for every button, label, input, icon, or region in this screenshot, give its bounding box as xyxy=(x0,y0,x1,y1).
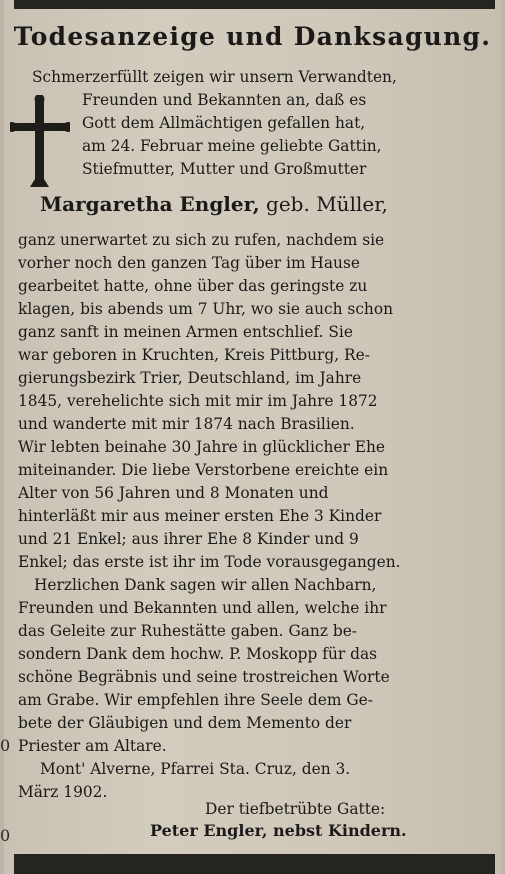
body-line: gearbeitet hatte, ohne über das geringste zu xyxy=(18,277,368,295)
body-line: miteinander. Die liebe Verstorbene ereichte ein xyxy=(18,461,389,479)
body-line: Enkel; das erste ist ihr im Tode vorausgegangen. xyxy=(18,553,401,571)
body-line: sondern Dank dem hochw. P. Moskopp für das xyxy=(18,645,378,663)
intro-line: Freunden und Bekannten an, daß es xyxy=(82,91,367,109)
deceased-name-line xyxy=(40,192,388,216)
body-line: schöne Begräbnis und seine trostreichen Worte xyxy=(18,668,390,686)
intro-line: Stiefmutter, Mutter und Großmutter xyxy=(82,160,367,178)
intro-line: Gott dem Allmächtigen gefallen hat, xyxy=(82,114,366,132)
body-line: Freunden und Bekannten und allen, welche ihr xyxy=(18,599,387,617)
body-line: ganz sanft in meinen Armen entschlief. Sie xyxy=(18,323,353,341)
intro-line: am 24. Februar meine geliebte Gattin, xyxy=(82,137,382,155)
body-line: war geboren in Kruchten, Kreis Pittburg, Re- xyxy=(18,346,370,364)
deceased-maiden-name: geb. Müller, xyxy=(266,192,388,216)
body-line: Herzlichen Dank sagen wir allen Nachbarn, xyxy=(34,576,377,594)
body-line: das Geleite zur Ruhestätte gaben. Ganz be- xyxy=(18,622,358,640)
margin-mark: 0 xyxy=(0,826,11,845)
body-line: bete der Gläubigen und dem Memento der xyxy=(18,714,352,732)
body-line: vorher noch den ganzen Tag über im Hause xyxy=(18,254,360,272)
body-line: am Grabe. Wir empfehlen ihre Seele dem Ge- xyxy=(18,691,373,709)
body-line: Mont' Alverne, Pfarrei Sta. Cruz, den 3. xyxy=(40,760,351,778)
body-line: gierungsbezirk Trier, Deutschland, im Jahre xyxy=(18,369,362,387)
signature-label: Der tiefbetrübte Gatte: xyxy=(205,800,386,818)
body-line: Wir lebten beinahe 30 Jahre in glücklicher Ehe xyxy=(18,438,386,456)
body-line: März 1902. xyxy=(18,783,108,801)
body-line: hinterläßt mir aus meiner ersten Ehe 3 Kinder xyxy=(18,507,382,525)
notice-title: Todesanzeige und Danksagung. xyxy=(13,22,492,51)
body-line: Priester am Altare. xyxy=(18,737,167,755)
body-line: ganz unerwartet zu sich zu rufen, nachdem sie xyxy=(18,231,385,249)
latin-cross-icon xyxy=(10,95,70,191)
top-rule xyxy=(14,0,495,9)
body-line: klagen, bis abends um 7 Uhr, wo sie auch schon xyxy=(18,300,394,318)
deceased-name: Margaretha Engler, xyxy=(40,192,260,216)
signature-name: Peter Engler, nebst Kindern. xyxy=(150,821,407,840)
body-line: 1845, verehelichte sich mit mir im Jahre 1872 xyxy=(18,392,378,410)
bottom-rule xyxy=(14,854,495,874)
body-line: und 21 Enkel; aus ihrer Ehe 8 Kinder und 9 xyxy=(18,530,359,548)
intro-line: Schmerzerfüllt zeigen wir unsern Verwandten, xyxy=(32,68,397,86)
body-line: und wanderte mit mir 1874 nach Brasilien. xyxy=(18,415,355,433)
margin-mark: 0 xyxy=(0,736,11,755)
body-line: Alter von 56 Jahren und 8 Monaten und xyxy=(18,484,329,502)
